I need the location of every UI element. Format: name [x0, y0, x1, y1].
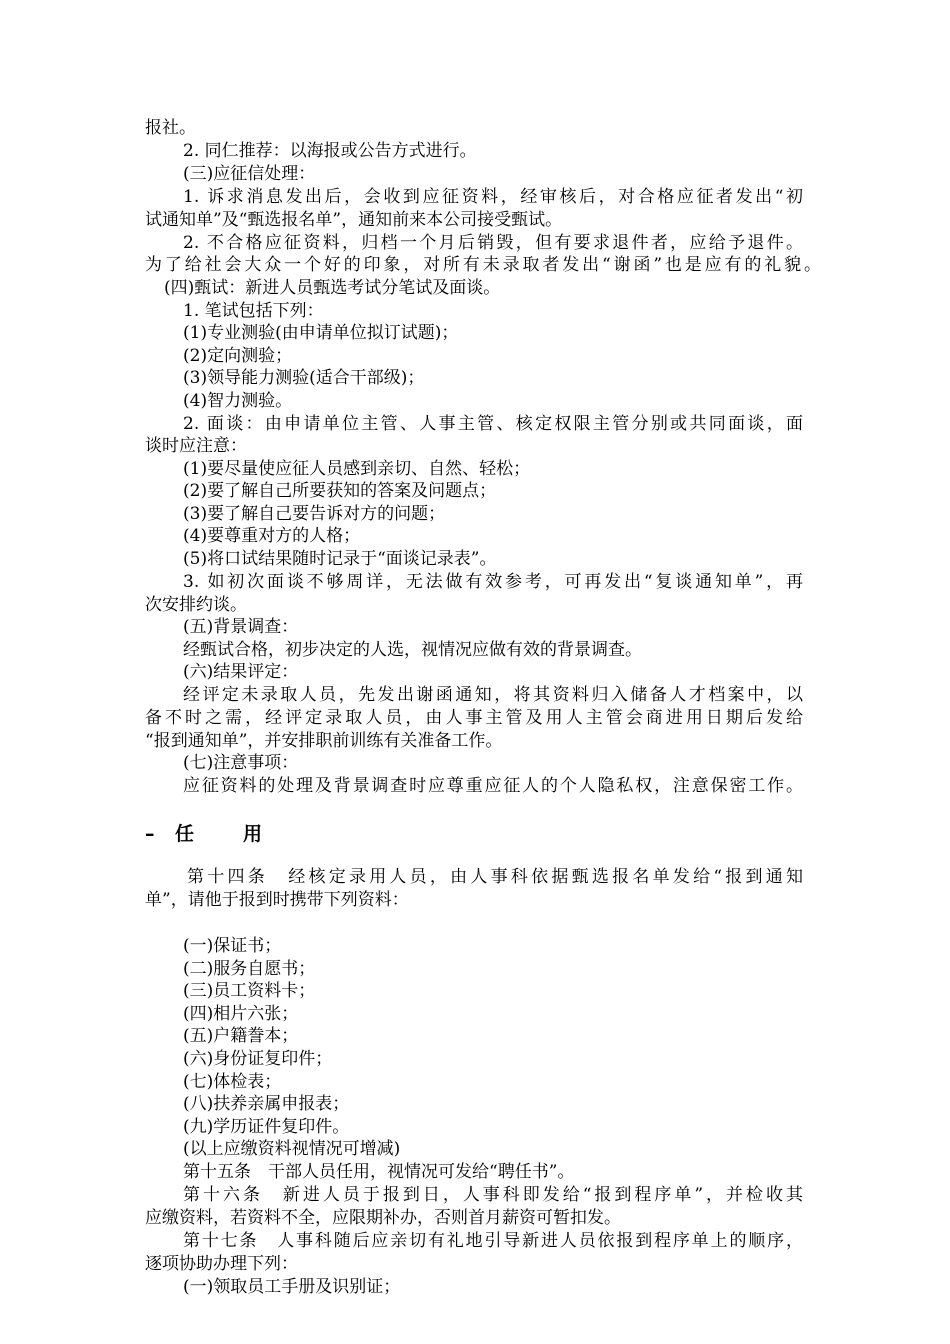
text-line: (七)体检表；: [183, 1072, 282, 1092]
text-line: (四)相片六张；: [183, 1004, 299, 1024]
text-line: 第十六条 新进人员于报到日，人事科即发给“报到程序单”，并检收其: [183, 1185, 803, 1205]
text-line: (4)智力测验。: [183, 391, 293, 411]
text-line: 应缴资料，若资料不全，应限期补办，否则首月薪资可暂扣发。: [145, 1208, 621, 1228]
text-line: 第十四条 经核定录用人员，由人事科依据甄选报名单发给“报到通知: [187, 867, 803, 887]
text-line: 试通知单”及“甄选报名单”，通知前来本公司接受甄试。: [145, 210, 563, 230]
text-line: (3)要了解自己要告诉对方的问题；: [183, 504, 446, 524]
text-line: 3. 如初次面谈不够周详，无法做有效参考，可再发出“复谈通知单”，再: [183, 572, 803, 592]
text-line: 谈时应注意：: [145, 436, 247, 456]
text-line: (六)结果评定：: [183, 662, 299, 682]
text-line: 1. 笔试包括下列：: [183, 301, 324, 321]
text-line: (八)扶养亲属申报表；: [183, 1094, 350, 1114]
heading-char: 用: [243, 823, 263, 845]
text-line: (2)定向测验；: [183, 346, 293, 366]
heading-dash: –: [145, 823, 155, 845]
text-line: (五)户籍誊本；: [183, 1026, 299, 1046]
text-line: 经甄试合格，初步决定的人选，视情况应做有效的背景调查。: [183, 640, 642, 660]
text-line: 2. 同仁推荐：以海报或公告方式进行。: [183, 141, 477, 161]
text-line: 经评定未录取人员，先发出谢函通知，将其资料归入储备人才档案中，以: [183, 685, 803, 705]
text-line: 2. 面谈：由申请单位主管、人事主管、核定权限主管分别或共同面谈，面: [183, 414, 803, 434]
text-line: (一)保证书；: [183, 936, 282, 956]
text-line: 第十五条 干部人员任用，视情况可发给“聘任书”。: [183, 1162, 575, 1182]
text-line: “报到通知单”，并安排职前训练有关准备工作。: [145, 731, 503, 751]
text-line: (二)服务自愿书；: [183, 959, 316, 979]
heading-char: 任: [175, 823, 195, 845]
text-line: (5)将口试结果随时记录于“面谈记录表”。: [183, 549, 497, 569]
text-line: 为了给社会大众一个好的印象，对所有未录取者发出“谢函”也是应有的礼貌。: [145, 255, 821, 275]
text-line: (3)领导能力测验(适合干部级)；: [183, 368, 425, 388]
text-line: 1. 诉求消息发出后，会收到应征资料，经审核后，对合格应征者发出“初: [183, 187, 803, 207]
text-line: 备不时之需，经评定录取人员，由人事主管及用人主管会商进用日期后发给: [145, 708, 803, 728]
text-line: 单”，请他于报到时携带下列资料：: [145, 890, 409, 910]
text-line: (1)要尽量使应征人员感到亲切、自然、轻松；: [183, 459, 531, 479]
text-line: (九)学历证件复印件。: [183, 1117, 350, 1137]
text-line: (1)专业测验(由申请单位拟订试题)；: [183, 323, 459, 343]
text-line: (三)应征信处理：: [183, 164, 316, 184]
text-line: (以上应缴资料视情况可增减): [183, 1139, 401, 1159]
text-line: 2. 不合格应征资料，归档一个月后销毁，但有要求退件者，应给予退件。: [183, 233, 803, 253]
text-line: (七)注意事项：: [183, 753, 299, 773]
text-line: (三)员工资料卡；: [183, 981, 316, 1001]
text-line: 次安排约谈。: [145, 595, 247, 615]
text-line: (五)背景调查：: [183, 617, 299, 637]
text-line: 应征资料的处理及背景调查时应尊重应征人的个人隐私权，注意保密工作。: [183, 776, 803, 796]
text-line: (六)身份证复印件；: [183, 1049, 333, 1069]
text-line: 报社。: [145, 118, 196, 138]
text-line: 第十七条 人事科随后应亲切有礼地引导新进人员依报到程序单上的顺序，: [183, 1231, 803, 1251]
text-line: (四)甄试：新进人员甄选考试分笔试及面谈。: [164, 278, 501, 298]
text-line: 逐项协助办理下列：: [145, 1254, 298, 1274]
text-line: (一)领取员工手册及识别证；: [183, 1277, 401, 1297]
text-line: (2)要了解自己所要获知的答案及问题点；: [183, 481, 497, 501]
text-line: (4)要尊重对方的人格；: [183, 526, 361, 546]
